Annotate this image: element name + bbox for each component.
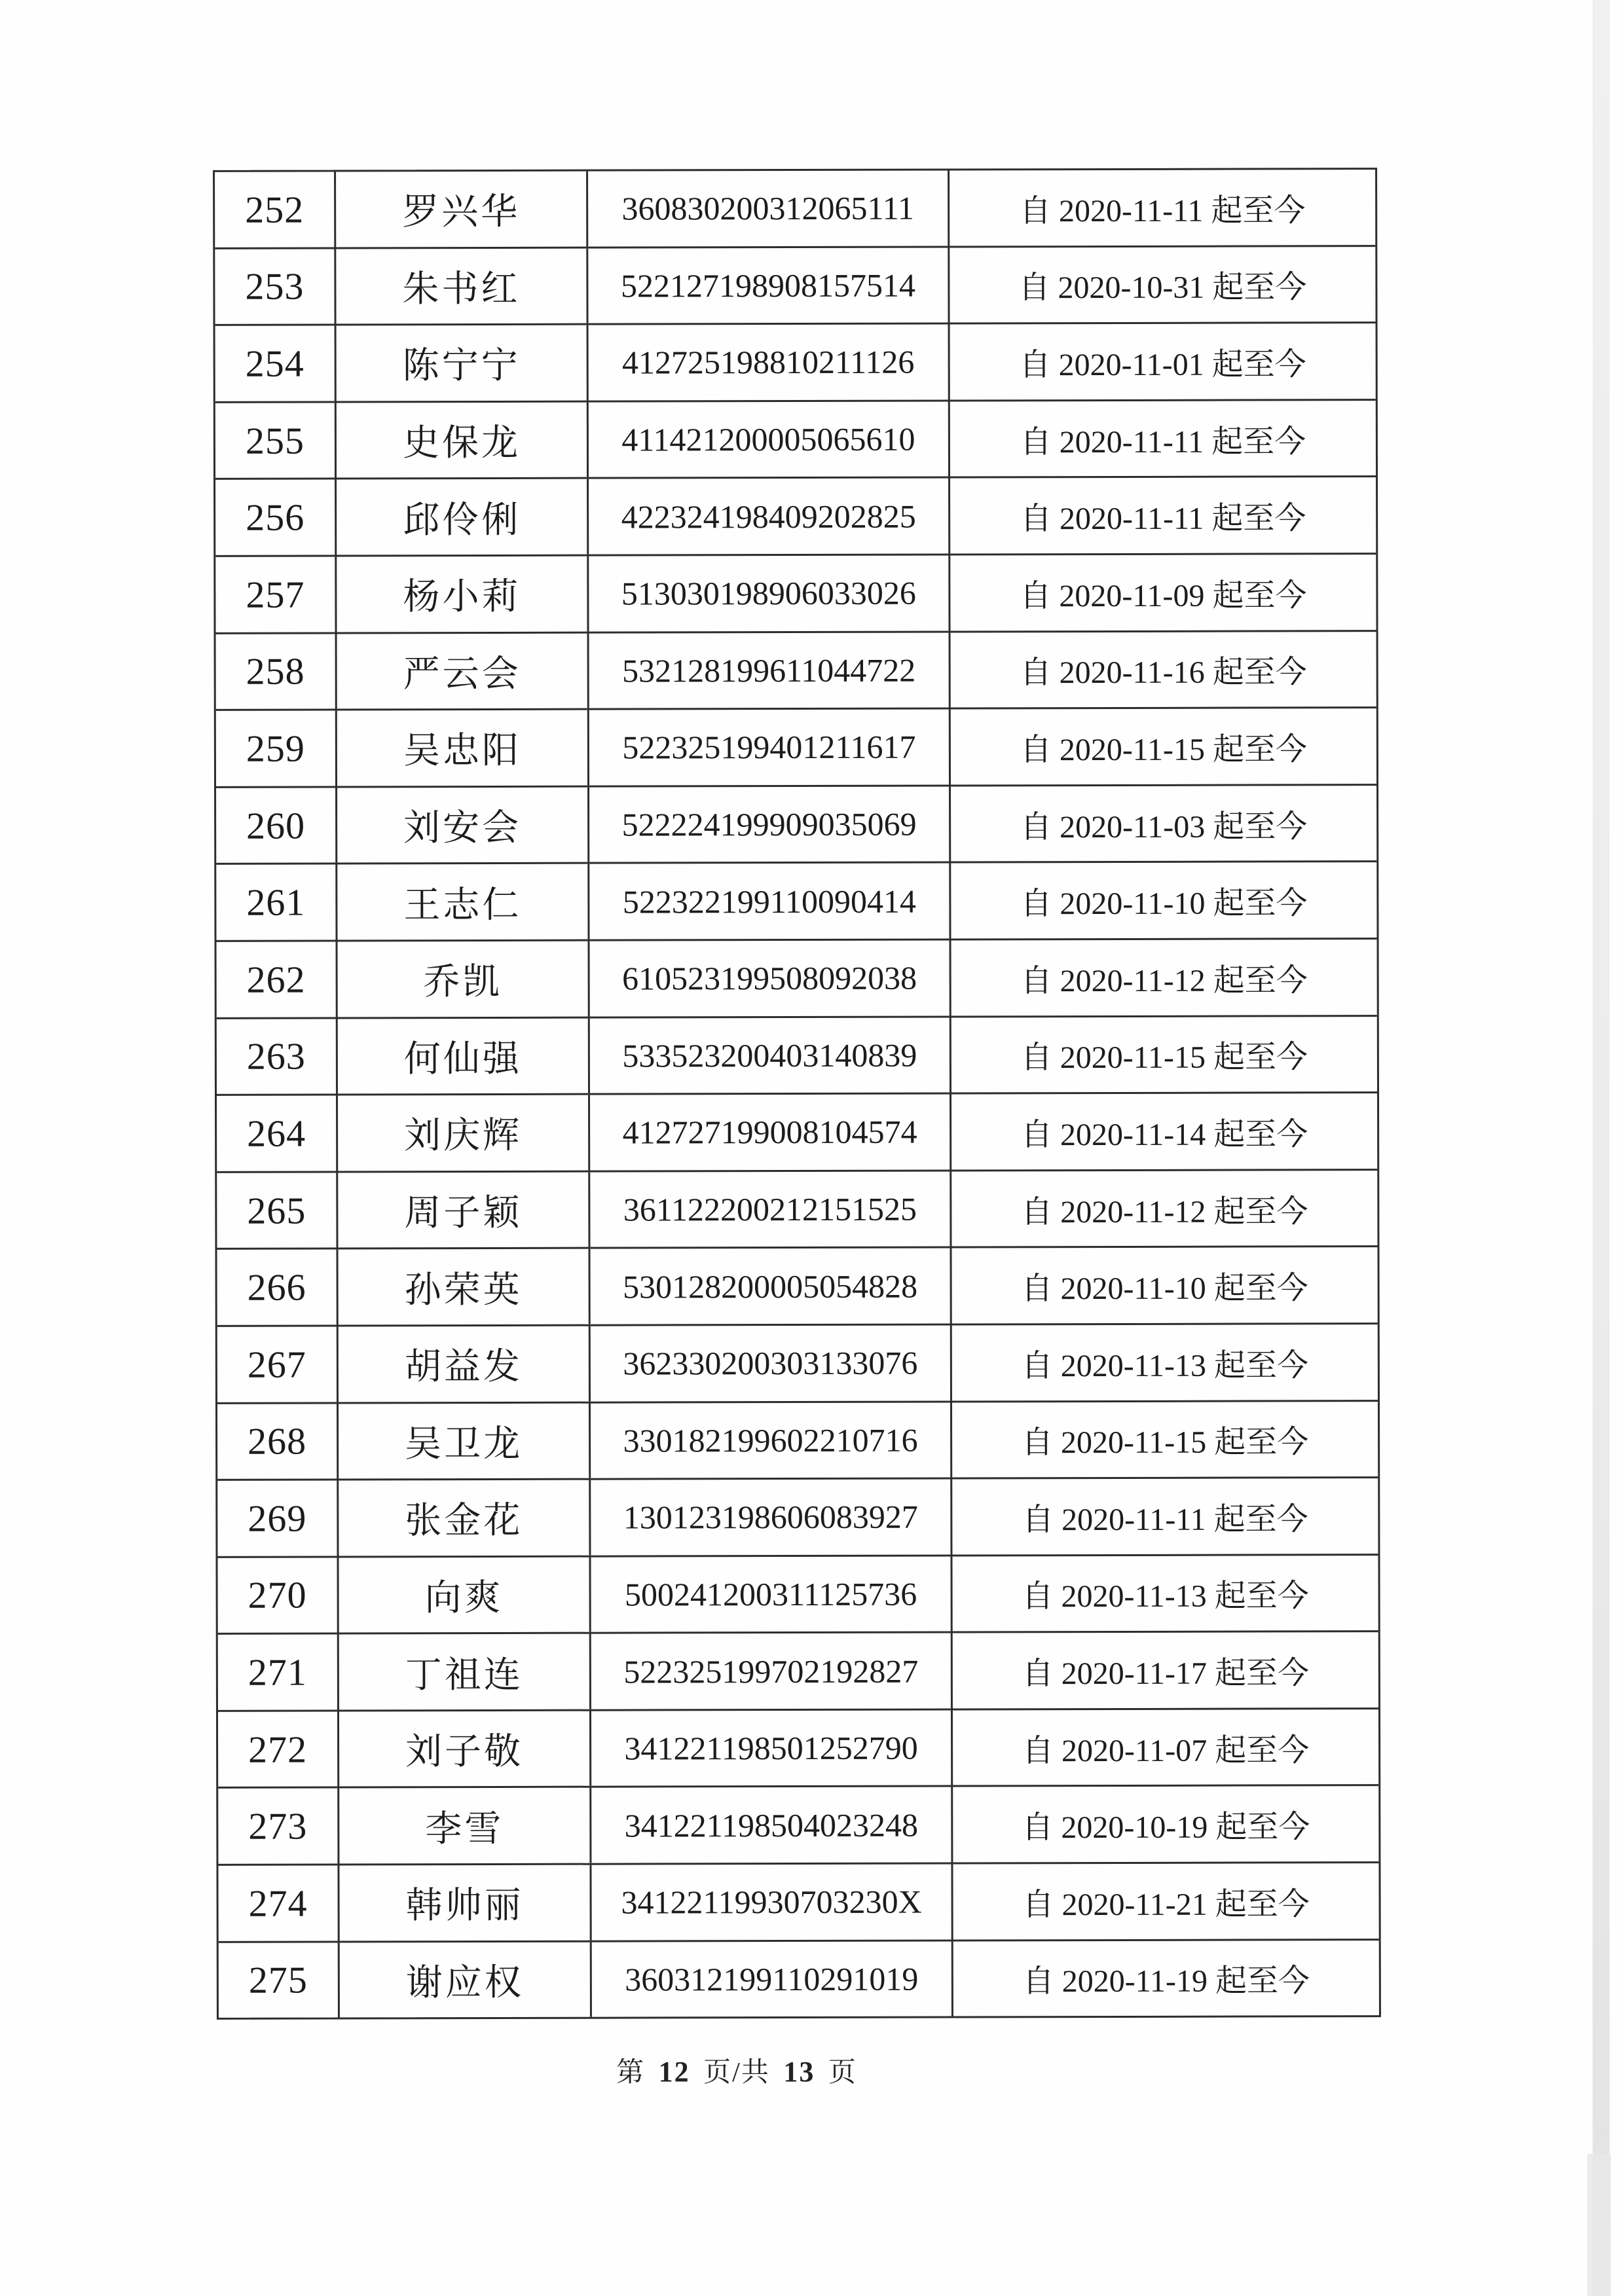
footer-page-number: 12 [658,2056,690,2088]
table-row [218,1632,1378,1711]
cell-id: 412727199008104574 [588,1095,950,1171]
cell-name: 李雪 [337,1788,589,1863]
cell-name: 陈宁宁 [335,325,587,401]
cell-no: 258 [246,649,305,693]
cell-period: 自 2020-10-31 起至今 [948,247,1375,323]
cell-id: 362330200303133076 [589,1325,950,1401]
cell-name: 孙荣英 [336,1249,588,1324]
cell-name: 杨小莉 [335,556,587,632]
cell-period: 自 2020-11-19 起至今 [951,1941,1379,2016]
cell-name: 朱书红 [334,248,586,323]
cell-name: 严云会 [335,633,587,708]
table-row [218,1787,1378,1866]
cell-period: 自 2020-11-12 起至今 [950,1171,1377,1247]
table-row [215,401,1376,480]
table-row [217,1093,1377,1173]
cell-period: 自 2020-11-13 起至今 [950,1324,1378,1400]
cell-period: 自 2020-11-15 起至今 [950,1017,1377,1093]
cell-id: 610523199508092038 [588,940,950,1016]
cell-name: 刘子敬 [337,1711,589,1787]
cell-id: 530128200005054828 [588,1248,950,1324]
cell-period: 自 2020-11-09 起至今 [948,555,1376,630]
cell-period: 自 2020-11-15 起至今 [950,1402,1378,1478]
table-row [215,555,1376,634]
cell-id: 341221198504023248 [589,1787,951,1863]
cell-id: 522325199401211617 [587,710,949,786]
cell-no: 262 [246,958,306,1001]
cell-name: 何仙强 [336,1018,588,1093]
cell-name: 胡益发 [337,1326,589,1402]
cell-no: 265 [247,1189,306,1232]
cell-name: 谢应权 [338,1942,590,2017]
roster-table [213,168,1381,2020]
cell-period: 自 2020-11-10 起至今 [949,862,1376,938]
cell-period: 自 2020-11-15 起至今 [949,708,1376,784]
cell-name: 刘安会 [335,787,587,862]
table-row [215,170,1375,249]
cell-period: 自 2020-11-11 起至今 [950,1478,1378,1554]
table-row [217,1017,1377,1096]
cell-period: 自 2020-11-03 起至今 [949,786,1376,862]
scan-artifact-streak-bottom [1587,2154,1611,2296]
table-row [219,1941,1379,2018]
cell-name: 刘庆辉 [336,1095,588,1171]
cell-id: 522325199702192827 [589,1633,951,1709]
cell-no: 256 [246,496,305,539]
table-row [215,247,1375,326]
table-row [218,1709,1378,1789]
cell-no: 268 [248,1419,307,1463]
table-row [217,1556,1378,1635]
cell-name: 吴卫龙 [337,1403,589,1478]
cell-no: 272 [248,1728,308,1771]
cell-name: 张金花 [337,1480,589,1556]
cell-id: 34122119930703230X [589,1865,951,1941]
cell-name: 周子颖 [336,1172,588,1247]
cell-period: 自 2020-11-10 起至今 [950,1247,1377,1323]
cell-name: 乔凯 [336,941,588,1017]
cell-id: 513030198906033026 [587,555,948,631]
cell-no: 254 [245,342,304,385]
footer-label-middle: 页/共 [703,2058,770,2088]
cell-no: 267 [247,1343,306,1386]
cell-no: 253 [245,264,304,308]
table-row [216,786,1376,865]
cell-id: 330182199602210716 [589,1402,950,1478]
footer-total-pages: 13 [783,2056,815,2088]
cell-name: 韩帅丽 [337,1865,589,1941]
cell-period: 自 2020-10-19 起至今 [951,1787,1378,1863]
cell-no: 263 [246,1034,306,1078]
table-row [218,1863,1378,1942]
cell-name: 邱伶俐 [335,479,587,555]
table-row [216,708,1376,788]
cell-no: 264 [247,1112,306,1155]
scan-artifact-streak [1593,0,1610,2296]
table-row [216,632,1376,711]
table-row [217,1247,1377,1326]
table-row [217,1402,1378,1481]
cell-no: 271 [248,1650,307,1694]
cell-id: 341221198501252790 [589,1710,951,1786]
cell-period: 自 2020-11-11 起至今 [948,478,1376,554]
table-row [215,478,1376,557]
cell-no: 257 [246,573,305,616]
cell-period: 自 2020-11-13 起至今 [950,1556,1378,1631]
cell-id: 412725198810211126 [587,325,948,401]
cell-period: 自 2020-11-07 起至今 [951,1709,1378,1785]
cell-id: 411421200005065610 [587,401,948,477]
cell-no: 270 [248,1574,307,1617]
cell-period: 自 2020-11-11 起至今 [948,401,1376,477]
cell-no: 275 [248,1959,308,2002]
cell-id: 500241200311125736 [589,1556,950,1632]
table-row [217,1478,1378,1558]
cell-id: 532128199611044722 [587,632,949,708]
cell-name: 丁祖连 [337,1634,589,1709]
table-row [215,323,1376,403]
cell-id: 533523200403140839 [588,1017,950,1093]
footer-label-prefix: 第 [616,2058,646,2088]
cell-period: 自 2020-11-16 起至今 [949,632,1376,708]
table-row [216,862,1376,941]
cell-name: 向爽 [337,1557,589,1632]
cell-id: 360312199110291019 [590,1941,951,2017]
cell-period: 自 2020-11-21 起至今 [951,1863,1378,1939]
cell-name: 史保龙 [335,402,587,477]
table-row [217,1171,1377,1250]
cell-no: 261 [246,881,306,924]
cell-name: 王志仁 [335,864,587,939]
cell-no: 273 [248,1804,308,1848]
cell-id: 130123198606083927 [589,1480,950,1556]
cell-id: 522322199110090414 [587,864,949,939]
cell-period: 自 2020-11-17 起至今 [951,1632,1378,1708]
cell-id: 522127198908157514 [586,247,948,323]
cell-period: 自 2020-11-14 起至今 [950,1093,1377,1169]
cell-no: 252 [245,188,304,231]
cell-period: 自 2020-11-11 起至今 [948,170,1375,246]
cell-id: 360830200312065111 [586,171,948,247]
cell-id: 422324198409202825 [587,479,948,555]
cell-name: 罗兴华 [334,172,586,247]
cell-period: 自 2020-11-01 起至今 [948,323,1376,399]
cell-no: 260 [246,804,306,847]
cell-no: 266 [247,1266,306,1309]
cell-name: 吴忠阳 [335,710,587,786]
cell-no: 269 [248,1497,307,1540]
cell-no: 259 [246,727,305,770]
cell-no: 255 [245,419,304,462]
table-row [217,939,1377,1019]
cell-period: 自 2020-11-12 起至今 [950,939,1377,1015]
cell-id: 361122200212151525 [588,1171,950,1247]
table-row [217,1324,1378,1404]
page-footer [0,2050,1473,2090]
footer-label-suffix: 页 [828,2058,857,2088]
cell-no: 274 [248,1882,308,1925]
cell-id: 522224199909035069 [587,786,949,862]
